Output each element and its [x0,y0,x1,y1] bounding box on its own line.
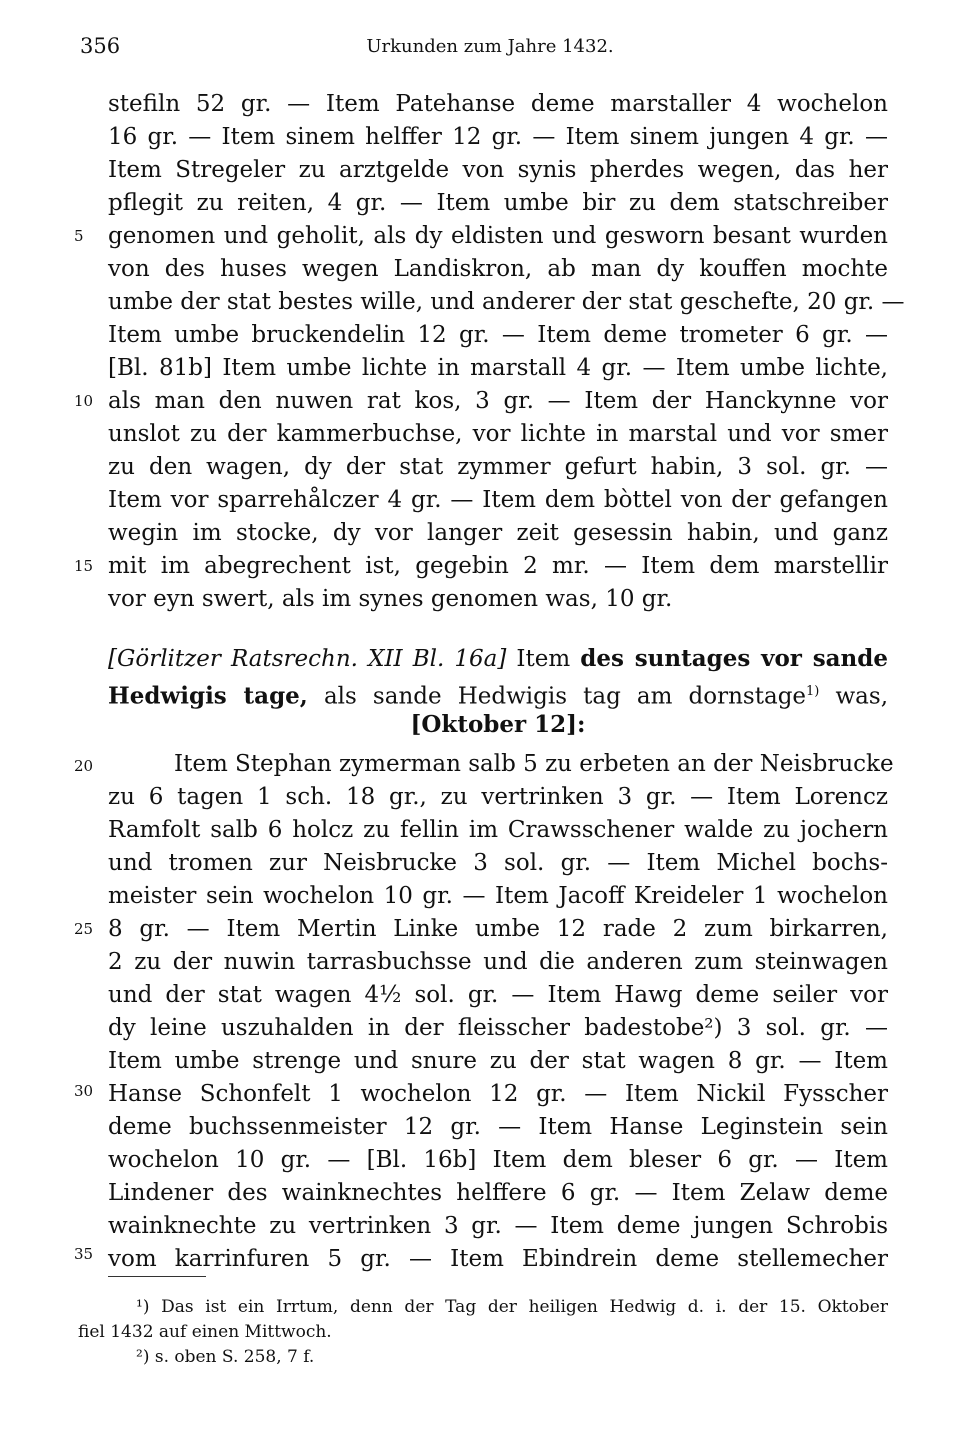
text-line: umbe der stat bestes wille, und anderer der stat geschefte, 20 gr. — [108,289,905,315]
text-line: Item umbe bruckendelin 12 gr. — Item deme trometer 6 gr. — [108,322,888,348]
text-line: Lindener des wainknechtes helffere 6 gr. — Item Zelaw deme [108,1180,888,1206]
line-number: 35 [74,1245,94,1263]
text-line: [Bl. 81b] Item umbe lichte in marstall 4 gr. — Item umbe lichte, [108,355,888,381]
footnote-1-continued: fiel 1432 auf einen Mittwoch. [78,1322,332,1342]
text-line: wegin im stocke, dy vor langer zeit gesessin habin, und ganz [108,520,888,546]
text-line: Item Stephan zymerman salb 5 zu erbeten an der Neisbrucke [174,751,894,777]
text-line: 16 gr. — Item sinem helffer 12 gr. — Item sinem jungen 4 gr. — [108,124,888,150]
page-header [80,34,900,64]
line-number: 15 [74,557,94,575]
text-line: zu den wagen, dy der stat zymmer gefurt habin, 3 sol. gr. — [108,454,888,480]
footnote-2: ²) s. oben S. 258, 7 f. [136,1347,315,1367]
running-title: Urkunden zum Jahre 1432. [366,36,614,57]
text-line: Item umbe strenge und snure zu der stat wagen 8 gr. — Item [108,1048,888,1074]
source-reference: [Görlitzer Ratsrechn. XII Bl. 16a] [108,646,507,672]
text-line: und tromen zur Neisbrucke 3 sol. gr. — Item Michel bochs- [108,850,888,876]
text-line: Item Stregeler zu arztgelde von synis pherdes wegen, das her [108,157,888,183]
footnote-divider [108,1276,206,1277]
text-line: deme buchssenmeister 12 gr. — Item Hanse Leginstein sein [108,1114,888,1140]
text-line: Ramfolt salb 6 holcz zu fellin im Crawsschener walde zu jochern [108,817,888,843]
text-line: stefiln 52 gr. — Item Patehanse deme marstaller 4 wochelon [108,91,888,117]
text-line: unslot zu der kammerbuchse, vor lichte in marstal und vor smer [108,421,888,447]
line-number: 25 [74,920,94,938]
text-line: genomen und geholit, als dy eldisten und gesworn besant wurden [108,223,888,249]
text-line: pflegit zu reiten, 4 gr. — Item umbe bir zu dem statschreiber [108,190,888,216]
text-line: von des huses wegen Landiskron, ab man dy kouffen mochte [108,256,888,282]
text-line: Item vor sparrehålczer 4 gr. — Item dem bòttel von der gefangen [108,487,888,513]
footnote-marker: 1) [806,684,820,699]
heading-line-2 [108,675,888,708]
text-line: dy leine uszuhalden in der fleisscher badestobe²) 3 sol. gr. — [108,1015,888,1041]
text-line: meister sein wochelon 10 gr. — Item Jacoff Kreideler 1 wochelon [108,883,888,909]
text-line: wochelon 10 gr. — [Bl. 16b] Item dem bleser 6 gr. — Item [108,1147,888,1173]
heading-date: [Oktober 12]: [410,711,586,738]
footnote-1: ¹) Das ist ein Irrtum, denn der Tag der heiligen Hedwig d. i. der 15. Oktober [136,1297,888,1317]
heading-item-word: Item [516,646,571,672]
text-line: wainknechte zu vertrinken 3 gr. — Item deme jungen Schrobis [108,1213,888,1239]
line-number: 10 [74,392,94,410]
text-line: vom karrinfuren 5 gr. — Item Ebindrein deme stellemecher [108,1246,888,1272]
page-number: 356 [80,34,121,58]
text-line: mit im abegrechent ist, gegebin 2 mr. — Item dem marstellir [108,553,888,579]
text-line: 8 gr. — Item Mertin Linke umbe 12 rade 2 zum birkarren, [108,916,888,942]
line-number: 5 [74,227,84,245]
heading-bold-text: des suntages vor sande [580,645,888,672]
heading-bold-text: Hedwigis tage, [108,682,308,710]
heading-text: als sande Hedwigis tag am dornstage [323,683,807,710]
line-number: 20 [74,757,94,775]
text-line: und der stat wagen 4½ sol. gr. — Item Hawg deme seiler vor [108,982,888,1008]
heading-line-1 [108,642,888,675]
text-line: als man den nuwen rat kos, 3 gr. — Item der Hanckynne vor [108,388,888,414]
line-number: 30 [74,1082,94,1100]
text-line: zu 6 tagen 1 sch. 18 gr., zu vertrinken 3 gr. — Item Lorencz [108,784,888,810]
text-line: 2 zu der nuwin tarrasbuchsse und die anderen zum steinwagen [108,949,888,975]
text-line: Hanse Schonfelt 1 wochelon 12 gr. — Item Nickil Fysscher [108,1081,888,1107]
heading-text: was, [835,683,889,710]
text-line: vor eyn swert, als im synes genomen was, 10 gr. [108,586,673,612]
